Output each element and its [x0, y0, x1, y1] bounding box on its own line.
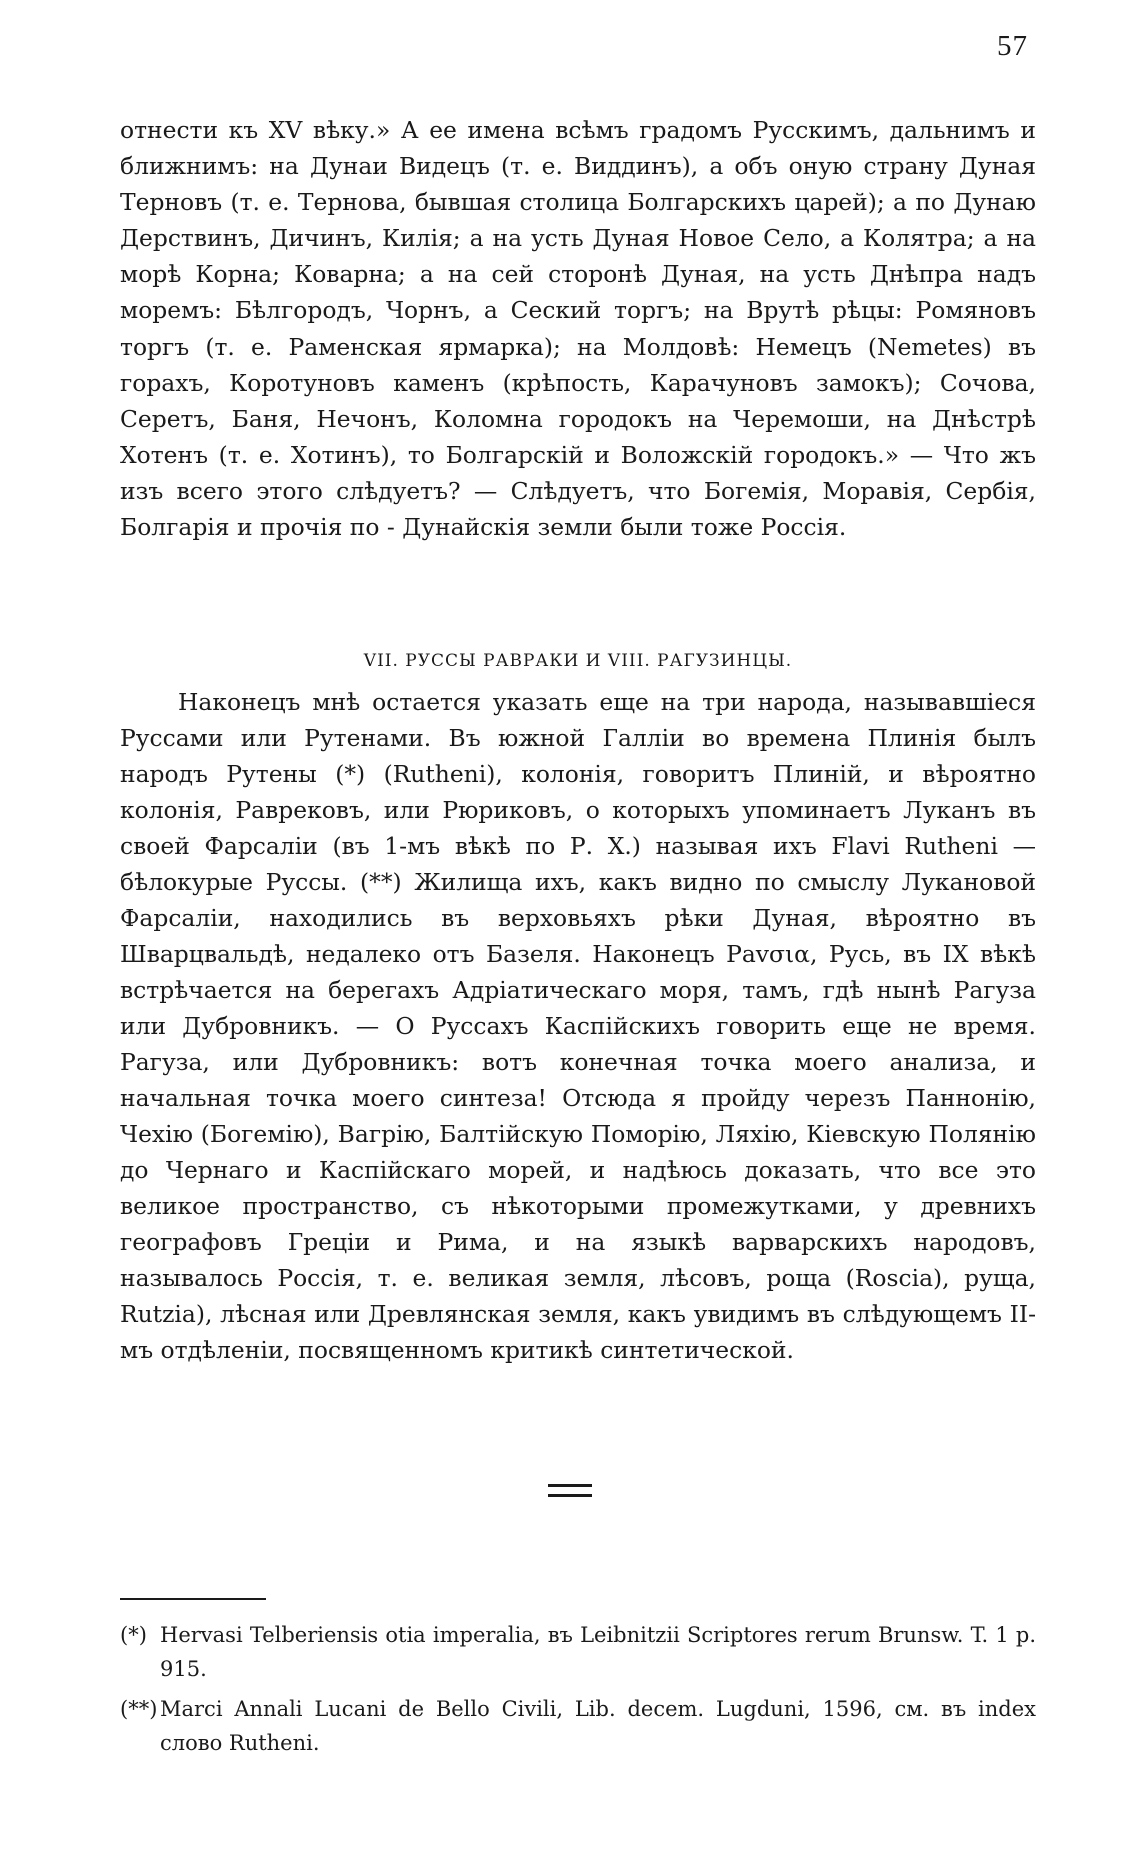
footnote-marker: (**) [120, 1697, 158, 1721]
paragraph-body: Наконецъ мнѣ остается указать еще на три народа, называвшіеся Руссами или Рутенами. Въ южной Галліи во времена Плинія былъ народъ Рутены (*) (Rutheni), колонія, говоритъ Плиній, и вѣроятно колонія, Раврековъ, или Рюриковъ, о которыхъ упоминаетъ Луканъ въ своей Фарсаліи (въ 1-мъ вѣкѣ по Р. Х.) называя ихъ Flavi Rutheni — бѣлокурые Руссы. (**) Жилища ихъ, какъ видно по смыслу Лукановой Фарсаліи, находились въ верховьяхъ рѣки Дуная, вѣроятно въ Шварцвальдѣ, недалеко отъ Базеля. Наконецъ Раvσια, Русь, въ IX вѣкѣ встрѣчается на берегахъ Адріатическаго моря, тамъ, гдѣ нынѣ Рагуза или Дубровникъ. — О Руссахъ Каспійскихъ говорить еще не время. Рагуза, или Дубровникъ: вотъ конечная точка моего анализа, и начальная точка моего синтеза! Отсюда я пройду черезъ Паннонію, Чехію (Богемію), Вагрію, Балтійскую Поморію, Ляхію, Кіевскую Полянію до Чернаго и Каспійскаго морей, и надѣюсь доказать, что все это великое пространство, съ нѣкоторыми промежутками, у древнихъ географовъ Греціи и Рима, и на языкѣ варварскихъ народовъ, называлось Россія, т. е. великая земля, лѣсовъ, роща (Roscia), руща, Rutzia), лѣсная или Древлянская земля, какъ увидимъ въ слѣдующемъ II-мъ отдѣленіи, посвященномъ критикѣ синтетической. [120, 688, 1036, 1364]
footnote-text: Marci Annali Lucani de Bello Civili, Lib. decem. Lugduni, 1596, см. въ index слово Rutheni. [160, 1697, 1036, 1755]
footnote-marker: (*) [120, 1623, 147, 1647]
footnote-divider [120, 1598, 266, 1600]
footnote-text: Hervasi Telberiensis otia imperalia, въ Leibnitzii Scriptores rerum Brunsw. T. 1 p. 915. [160, 1623, 1036, 1681]
section-heading: VII. РУССЫ РАВРАКИ И VIII. РАГУЗИНЦЫ. [363, 651, 793, 671]
footnote [120, 1618, 1036, 1686]
page-number: 57 [997, 30, 1028, 62]
paragraph-continuation: отнести къ XV вѣку.» А ее имена всѣмъ градомъ Русскимъ, дальнимъ и ближнимъ: на Дунаи Видецъ (т. е. Виддинъ), а объ оную страну Дуная Терновъ (т. е. Тернова, бывшая столица Болгарскихъ царей); а по Дунаю Дерствинъ, Дичинъ, Килія; а на усть Дуная Новое Село, а Колятра; а на морѣ Корна; Коварна; а на сей сторонѣ Дуная, на усть Днѣпра надъ моремъ: Бѣлгородъ, Чорнъ, а Сеский торгъ; на Врутѣ рѣцы: Ромяновъ торгъ (т. е. Раменская ярмарка); на Молдовѣ: Немецъ (Nemetes) въ горахъ, Коротуновъ каменъ (крѣпость, Карачуновъ замокъ); Сочова, Серетъ, Баня, Нечонъ, Коломна городокъ на Черемоши, на Днѣстрѣ Хотенъ (т. е. Хотинъ), то Болгарскій и Воложскій городокъ.» — Что жъ изъ всего этого слѣдуетъ? — Слѣдуетъ, что Богемія, Моравія, Сербія, Болгарія и прочія по - Дунайскія земли были тоже Россія. [120, 116, 1036, 542]
footnote [120, 1692, 1036, 1760]
footnotes [120, 1618, 1036, 1766]
section-end-mark [548, 1484, 592, 1497]
main-text [120, 112, 1036, 642]
second-paragraph-block [120, 684, 1036, 1368]
first-paragraph-block [120, 112, 1036, 642]
